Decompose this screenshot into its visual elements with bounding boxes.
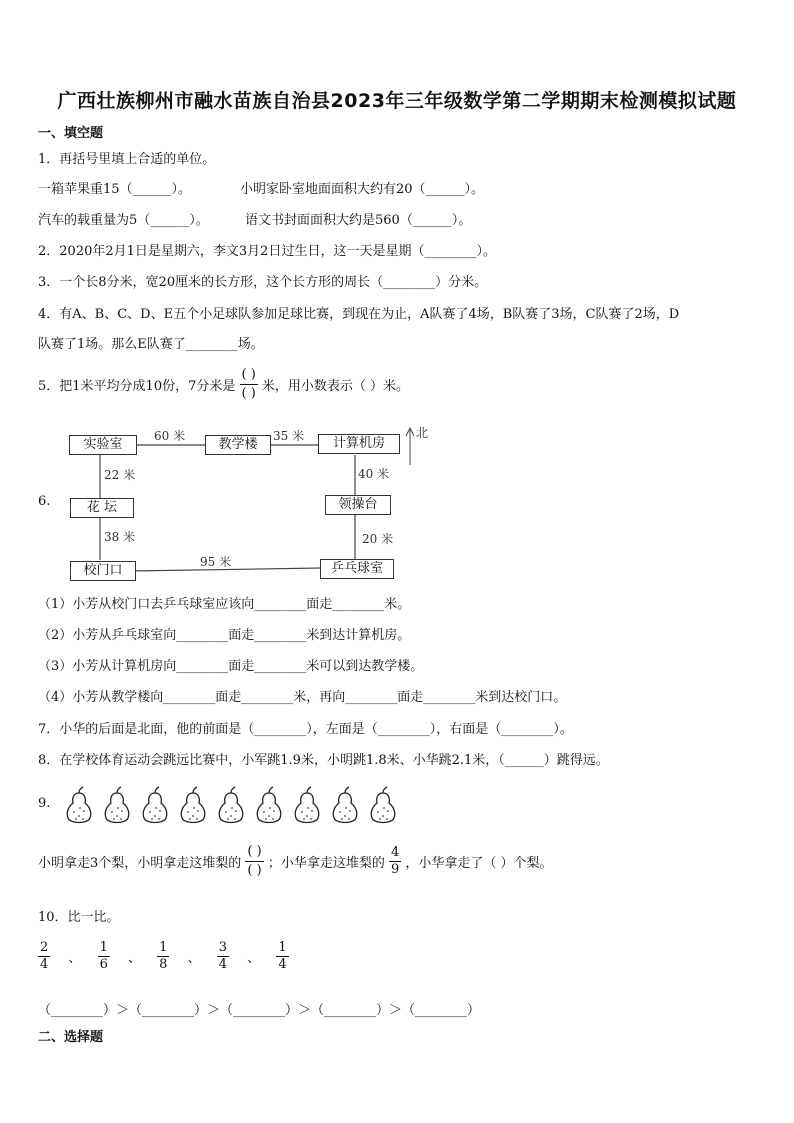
question-9-fraction-blank [245,843,263,880]
question-2: 2．2020年2月1日是星期六，李文3月2日过生日，这一天是星期（________）。 [38,244,496,259]
map-lab-box: 实验室 [69,435,137,455]
fraction-item [38,940,50,973]
fraction-numerator: 1 [99,940,108,955]
distance-garden-gate: 38 米 [104,530,136,544]
question-6-part-1: （1）小芳从校门口去乒乓球室应该向________面走________米。 [38,597,411,612]
question-9-number: 9. [38,796,51,811]
fraction-numerator-blank: ( ) [240,366,258,385]
question-9-post: ，小华拿走了（ ）个梨。 [405,856,553,871]
fraction-separator: 、 [68,951,82,966]
fraction-separator: 、 [187,951,201,966]
section-heading: 一、填空题 [38,126,104,141]
question-9-text [38,843,553,880]
fraction-numerator: 1 [159,940,168,955]
question-6-number: 6. [38,494,51,509]
map-pingpong-room-box: 乒乓球室 [320,559,394,579]
question-1-stem: 1．再括号里填上合适的单位。 [38,152,216,167]
distance-lab-garden: 22 米 [104,468,136,482]
pear-row [62,786,404,826]
question-10-stem: 10．比一比。 [38,910,120,925]
distance-gate-pingpong: 95 米 [200,555,232,569]
question-9-fraction [389,845,401,878]
fraction-numerator: 4 [391,845,400,860]
question-6-part-3: （3）小芳从计算机房向________面走________米可以到达教学楼。 [38,659,424,674]
question-4-line2: 队赛了1场。那么E队赛了________场。 [38,337,264,352]
north-label: 北 [416,426,429,440]
fraction-denominator-blank: ( ) [247,863,262,878]
fraction-denominator-blank: ( ) [241,386,256,401]
question-3: 3．一个长8分米，宽20厘米的长方形，这个长方形的周长（________）分米。 [38,275,488,290]
question-9-pre: 小明拿走3个梨，小明拿走这堆梨的 [38,856,242,871]
fraction-item [217,940,229,973]
fraction-numerator: 1 [278,940,287,955]
question-7: 7．小华的后面是北面，他的前面是（________），左面是（________），右面是（________）。 [38,722,573,737]
question-5 [38,366,409,403]
pear-icon [290,786,324,826]
map-garden-box: 花 坛 [70,498,134,518]
fraction-denominator: 6 [99,957,108,972]
map-teaching-building-box: 教学楼 [205,435,271,455]
question-6-part-2: （2）小芳从乒乓球室向________面走________米到达计算机房。 [38,628,411,643]
fraction-numerator: 2 [40,940,49,955]
fraction-denominator: 4 [218,957,228,972]
map-school-gate-box: 校门口 [70,561,136,581]
fraction-numerator: 3 [218,940,228,955]
question-1b: 小明家卧室地面面积大约有20（______）。 [240,182,485,197]
fraction-separator: 、 [128,951,142,966]
pear-icon [328,786,362,826]
pear-icon [176,786,210,826]
fraction-numerator-blank: ( ) [245,843,263,862]
distance-teach-computer: 35 米 [273,429,305,443]
fraction-item [157,940,169,973]
question-8: 8．在学校体育运动会跳远比赛中，小军跳1.9米，小明跳1.8米、小华跳2.1米，（______）跳得远。 [38,753,609,768]
question-5-post: 米，用小数表示（ ）米。 [261,379,410,394]
question-4-line1: 4．有A、B、C、D、E五个小足球队参加足球比赛，到现在为止，A队赛了4场，B队赛了3场，C队赛了2场，D [38,307,680,322]
question-6-part-4: （4）小芳从教学楼向________面走________米，再向________面走________米到达校门口。 [38,690,567,705]
pear-icon [100,786,134,826]
fraction-denominator: 8 [159,957,168,972]
distance-lab-teach: 60 米 [154,429,186,443]
question-1a: 一箱苹果重15（______）。 [38,182,192,197]
section-heading: 二、选择题 [38,1030,104,1045]
question-1d: 语文书封面面积大约是560（______）。 [245,213,472,228]
fraction-separator: 、 [247,951,261,966]
map-computer-room-box: 计算机房 [318,434,400,454]
pear-icon [366,786,400,826]
question-5-pre: 5．把1米平均分成10份，7分米是 [38,379,236,394]
question-5-fraction-blank [240,366,258,403]
pear-icon [62,786,96,826]
question-10-comparison: （________）＞（________）＞（________）＞（________）＞（________） [38,1003,481,1018]
fraction-item [276,940,288,973]
distance-stage-pingpong: 20 米 [362,532,394,546]
pear-icon [252,786,286,826]
fraction-item [98,940,110,973]
page-title: 广西壮族柳州市融水苗族自治县2023年三年级数学第二学期期末检测模拟试题 [57,90,737,112]
fraction-denominator: 9 [391,862,400,877]
pear-icon [138,786,172,826]
distance-computer-stage: 40 米 [358,467,390,481]
map-stage-box: 领操台 [325,495,391,515]
question-1c: 汽车的载重量为5（______）。 [38,213,209,228]
question-10-fractions [38,940,289,973]
pear-icon [214,786,248,826]
question-9-mid: ；小华拿走这堆梨的 [267,856,385,871]
fraction-denominator: 4 [40,957,49,972]
fraction-denominator: 4 [278,957,287,972]
